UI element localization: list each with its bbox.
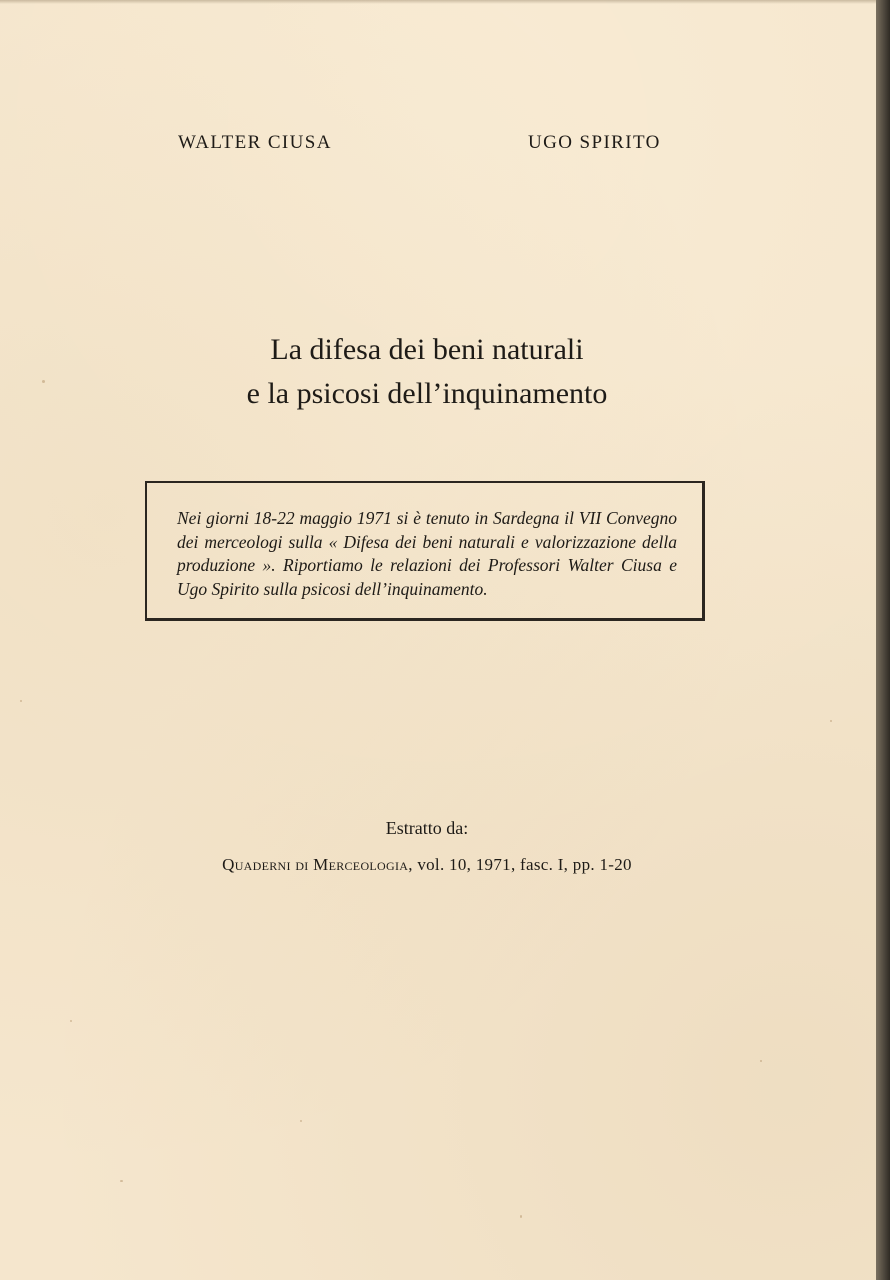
paper-speck bbox=[70, 1020, 72, 1022]
paper-speck bbox=[120, 1180, 123, 1182]
page-edge-shadow bbox=[876, 0, 890, 1280]
title-line-2: e la psicosi dell’inquinamento bbox=[246, 377, 608, 410]
journal-details: , vol. 10, 1971, fasc. I, pp. 1-20 bbox=[408, 855, 632, 874]
paper-speck bbox=[520, 1215, 522, 1218]
title-line-1: La difesa dei beni naturali bbox=[270, 333, 584, 366]
paper-speck bbox=[760, 1060, 762, 1062]
paper-speck bbox=[830, 720, 832, 722]
document-title bbox=[100, 328, 754, 416]
extract-source bbox=[100, 855, 754, 875]
author-left: WALTER CIUSA bbox=[178, 132, 332, 153]
paper-speck bbox=[42, 380, 45, 383]
notice-box bbox=[145, 481, 705, 621]
page-top-shadow bbox=[0, 0, 876, 4]
paper-speck bbox=[20, 700, 22, 702]
paper-speck bbox=[300, 1120, 302, 1122]
journal-name: Quaderni di Merceologia bbox=[222, 855, 409, 874]
extract-label: Estratto da: bbox=[385, 818, 469, 838]
notice-text: Nei giorni 18-22 maggio 1971 si è tenuto in Sardegna il VII Convegno dei merceologi sulla « Difesa dei beni naturali e valorizzazione della produzione ». Riportiamo le relazioni dei Professori Walter Ciusa e Ugo Spirito sulla psicosi dell’inquinamento. bbox=[177, 508, 677, 599]
author-right: UGO SPIRITO bbox=[528, 132, 661, 153]
